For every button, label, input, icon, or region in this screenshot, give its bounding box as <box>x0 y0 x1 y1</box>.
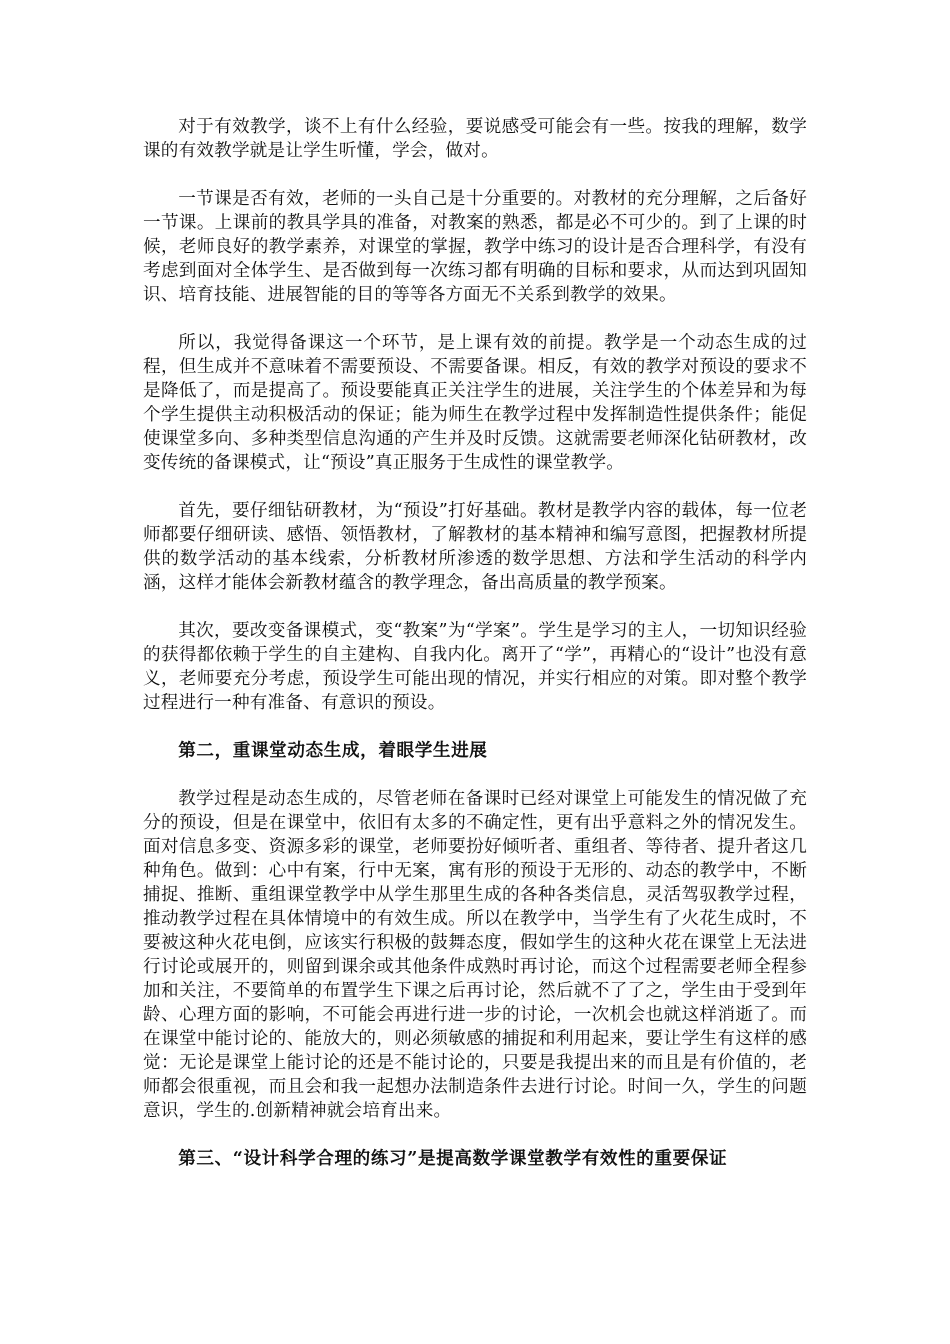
paragraph-lesson-preparation: 所以，我觉得备课这一个环节，是上课有效的前提。教学是一个动态生成的过程，但生成并不意味着不需要预设、不需要备课。相反，有效的教学对预设的要求不是降低了，而是提高了。预设要能真正关注学生的进展，关注学生的个体差异和为每个学生提供主动积极活动的保证；能为师生在教学过程中发挥制造性提供条件；能促使课堂多向、多种类型信息沟通的产生并及时反馈。这就需要老师深化钻研教材，改变传统的备课模式，让“预设”真正服务于生成性的课堂教学。 <box>143 333 807 473</box>
section-heading-second: 第二，重课堂动态生成，着眼学生进展 <box>178 740 488 761</box>
paragraph-change-mode: 其次，要改变备课模式，变“教案”为“学案”。学生是学习的主人，一切知识经验的获得都依赖于学生的自主建构、自我内化。离开了“学”，再精心的“设计”也没有意义，老师要充分考虑，预设学生可能出现的情况，并实行相应的对策。即对整个教学过程进行一种有准备、有意识的预设。 <box>143 621 807 713</box>
paragraph-dynamic-generation: 教学过程是动态生成的，尽管老师在备课时已经对课堂上可能发生的情况做了充分的预设，但是在课堂中，依旧有太多的不确定性，更有出乎意料之外的情况发生。面对信息多变、资源多彩的课堂，老师要扮好倾听者、重组者、等待者、提升者这几种角色。做到：心中有案，行中无案，寓有形的预设于无形的、动态的教学中，不断捕捉、推断、重组课堂教学中从学生那里生成的各种各类信息，灵活驾驭教学过程，推动教学过程在具体情境中的有效生成。所以在教学中，当学生有了火花生成时，不要被这种火花电倒，应该实行积极的鼓舞态度，假如学生的这种火花在课堂上无法进行讨论或展开的，则留到课余或其他条件成熟时再讨论，而这个过程需要老师全程参加和关注，不要简单的布置学生下课之后再讨论，然后就不了了之，学生由于受到年龄、心理方面的影响，不可能会再进行进一步的讨论，一次机会也就这样消逝了。而在课堂中能讨论的、能放大的，则必须敏感的捕捉和利用起来，要让学生有这样的感觉：无论是课堂上能讨论的还是不能讨论的，只要是我提出来的而且是有价值的，老师都会很重视，而且会和我一起想办法制造条件去进行讨论。时间一久，学生的问题意识，学生的.创新精神就会培育出来。 <box>143 789 807 1121</box>
paragraph-lesson-effectiveness: 一节课是否有效，老师的一头自己是十分重要的。对教材的充分理解，之后备好一节课。上课前的教具学具的准备，对教案的熟悉，都是必不可少的。到了上课的时候，老师良好的教学素养，对课堂的掌握，教学中练习的设计是否合理科学，有没有考虑到面对全体学生、是否做到每一次练习都有明确的目标和要求，从而达到巩固知识、培育技能、进展智能的目的等等各方面无不关系到教学的效果。 <box>143 189 807 305</box>
paragraph-intro: 对于有效教学，谈不上有什么经验，要说感受可能会有一些。按我的理解，数学课的有效教学就是让学生听懂，学会，做对。 <box>143 117 807 161</box>
paragraph-study-materials: 首先，要仔细钻研教材，为“预设”打好基础。教材是教学内容的载体，每一位老师都要仔细研读、感悟、领悟教材，了解教材的基本精神和编写意图，把握教材所提供的数学活动的基本线索，分析教材所渗透的数学思想、方法和学生活动的科学内涵，这样才能体会新教材蕴含的教学理念，备出高质量的教学预案。 <box>143 501 807 593</box>
document-body <box>143 115 807 1195</box>
section-heading-third: 第三、“设计科学合理的练习”是提高数学课堂教学有效性的重要保证 <box>178 1148 728 1169</box>
